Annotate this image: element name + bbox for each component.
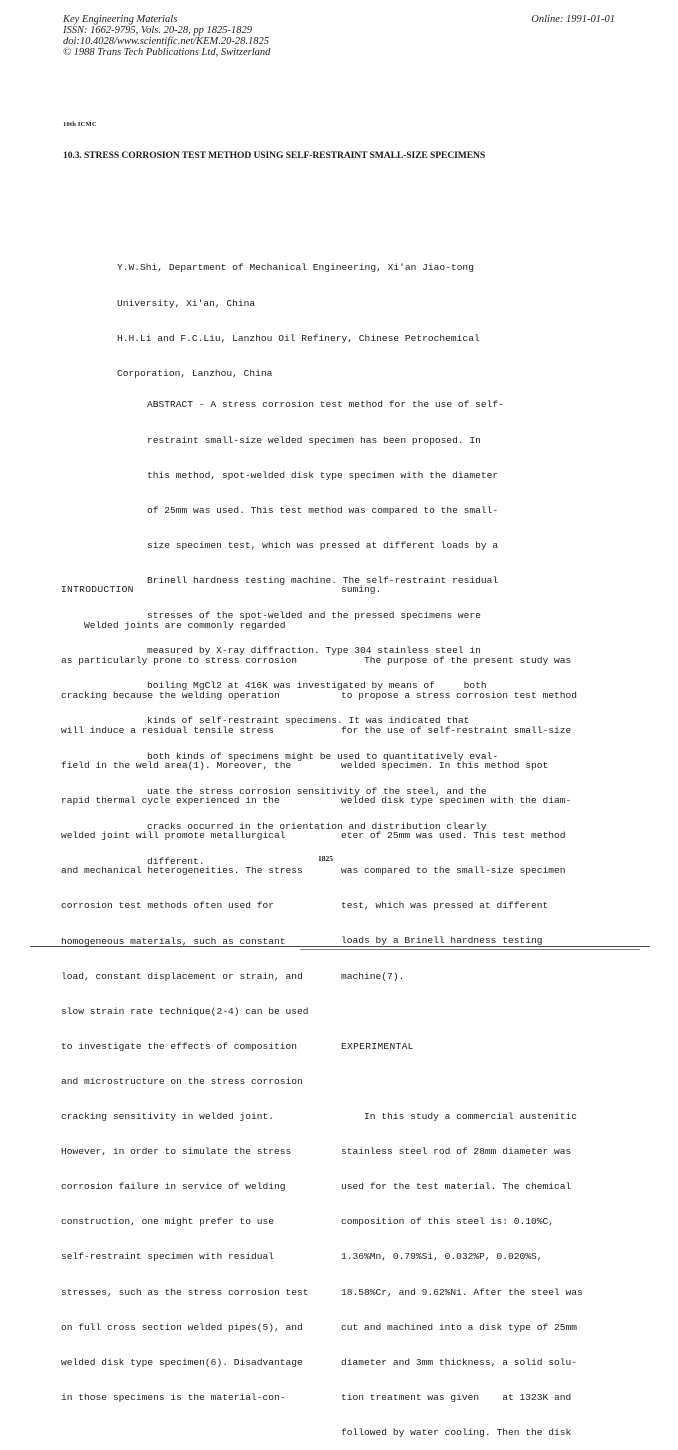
text-line: cracking because the welding operation: [61, 689, 280, 701]
text-line: cut and machined into a disk type of 25mm: [341, 1321, 578, 1333]
text-line: loads by a Brinell hardness testing: [341, 935, 543, 947]
text-line: machine(7).: [341, 970, 405, 982]
text-line: In this study a commercial austenitic: [341, 1111, 578, 1122]
author-block: [117, 239, 480, 391]
journal-header: [63, 14, 615, 58]
text-line: cracking sensitivity in welded joint.: [61, 1111, 275, 1123]
text-line: used for the test material. The chemical: [341, 1181, 572, 1193]
online-date: Online: 1991-01-01: [531, 14, 615, 25]
author-line: Corporation, Lanzhou, China: [117, 367, 273, 379]
abstract-line: this method, spot-welded disk type specimen with the diameter: [147, 469, 499, 481]
abstract-line: size specimen test, which was pressed at different loads by a: [147, 539, 499, 551]
text-line: stresses, such as the stress corrosion test: [61, 1286, 309, 1298]
author-line: University, Xi'an, China: [117, 297, 256, 309]
text-line: load, constant displacement or strain, and: [61, 970, 303, 982]
section-heading-experimental: EXPERIMENTAL: [341, 1040, 414, 1052]
journal-name: Key Engineering Materials: [63, 14, 178, 25]
text-line: field in the weld area(1). Moreover, the: [61, 759, 292, 771]
paper-title: 10.3. STRESS CORROSION TEST METHOD USING SELF-RESTRAINT SMALL-SIZE SPECIMENS: [63, 150, 486, 161]
text-line: as particularly prone to stress corrosion: [61, 654, 298, 666]
section-heading-introduction: INTRODUCTION: [61, 584, 134, 596]
text-line: was compared to the small-size specimen: [341, 865, 566, 877]
text-line: test, which was pressed at different: [341, 900, 549, 912]
abstract-line: measured by X-ray diffraction. Type 304 stainless steel in: [147, 645, 481, 657]
text-line: slow strain rate technique(2-4) can be used: [61, 1005, 309, 1017]
text-line: on full cross section welded pipes(5), and: [61, 1321, 303, 1333]
text-line: will induce a residual tensile stress: [61, 724, 275, 736]
text-line: self-restraint specimen with residual: [61, 1251, 275, 1263]
paragraph-gap: [341, 1076, 617, 1088]
text-line: corrosion test methods often used for: [61, 900, 275, 912]
text-line: welded disk type specimen(6). Disadvantage: [61, 1356, 303, 1368]
footer-rule: [30, 946, 650, 947]
text-line: 1.36%Mn, 0.79%Si, 0.032%P, 0.020%S,: [341, 1251, 543, 1263]
text-line: corrosion failure in service of welding: [61, 1181, 286, 1193]
text-line: welded joint will promote metallurgical: [61, 830, 286, 842]
left-column: [61, 561, 329, 1415]
doi-line: doi:10.4028/www.scientific.net/KEM.20-28.1825: [63, 36, 269, 47]
text-line: welded specimen. In this method spot: [341, 759, 549, 771]
text-line: 18.58%Cr, and 9.62%Ni. After the steel was: [341, 1286, 583, 1298]
abstract-line: stresses of the spot-welded and the pressed specimens were: [147, 610, 481, 622]
text-line: welded disk type specimen with the diam-: [341, 795, 572, 807]
abstract-line: kinds of self-restraint specimens. It was indicated that: [147, 715, 470, 727]
abstract-line: different.: [147, 855, 205, 867]
conference-label: 10th ICMC: [63, 121, 97, 128]
text-line: composition of this steel is: 0.10%C,: [341, 1216, 555, 1228]
text-line: The purpose of the present study was: [341, 654, 572, 666]
issn-line: ISSN: 1662-9795, Vols. 20-28, pp 1825-1829: [63, 25, 252, 36]
text-line: However, in order to simulate the stress: [61, 1146, 292, 1158]
author-line: H.H.Li and F.C.Liu, Lanzhou Oil Refinery, Chinese Petrochemical: [117, 332, 480, 344]
right-column: [341, 561, 617, 1450]
author-line: Y.W.Shi, Department of Mechanical Engineering, Xi'an Jiao-tong: [117, 262, 474, 274]
text-line: Welded joints are commonly regarded: [61, 619, 286, 631]
abstract-line: restraint small-size welded specimen has been proposed. In: [147, 434, 481, 446]
text-line: diameter and 3mm thickness, a solid solu-: [341, 1356, 578, 1368]
text-line: to propose a stress corrosion test method: [341, 689, 578, 701]
copyright-line: © 1988 Trans Tech Publications Ltd, Switzerland: [63, 47, 271, 58]
text-line: rapid thermal cycle experienced in the: [61, 795, 280, 807]
abstract-line: uate the stress corrosion sensitivity of the steel, and the: [147, 785, 487, 797]
abstract-line: cracks occurred in the orientation and distribution clearly: [147, 820, 487, 832]
text-line: stainless steel rod of 28mm diameter was: [341, 1146, 572, 1158]
text-line: eter of 25mm was used. This test method: [341, 830, 566, 842]
abstract-line: ABSTRACT - A stress corrosion test method for the use of self-: [147, 399, 504, 411]
text-line: for the use of self-restraint small-size: [341, 724, 572, 736]
text-line: construction, one might prefer to use: [61, 1216, 275, 1228]
text-line: to investigate the effects of composition: [61, 1040, 298, 1052]
paragraph-gap: [341, 1006, 617, 1018]
text-line: followed by water cooling. Then the disk: [341, 1426, 572, 1438]
footer-rule-secondary: [300, 949, 640, 950]
page-number: 1825: [318, 854, 333, 863]
text-line: in those specimens is the material-con-: [61, 1391, 286, 1403]
paragraph-gap: [341, 620, 617, 632]
abstract-line: of 25mm was used. This test method was compared to the small-: [147, 504, 499, 516]
text-line: homogeneous materials, such as constant: [61, 935, 286, 947]
text-line: and mechanical heterogeneities. The stress: [61, 865, 303, 877]
text-line: suming.: [341, 584, 382, 596]
abstract-line: boiling MgCl2 at 416K was investigated by means of both: [147, 680, 487, 692]
abstract-line: Brinell hardness testing machine. The self-restraint residual: [147, 574, 499, 586]
text-line: tion treatment was given at 1323K and: [341, 1391, 572, 1403]
abstract-line: both kinds of specimens might be used to quantitatively eval-: [147, 750, 499, 762]
text-line: and microstructure on the stress corrosion: [61, 1075, 303, 1087]
